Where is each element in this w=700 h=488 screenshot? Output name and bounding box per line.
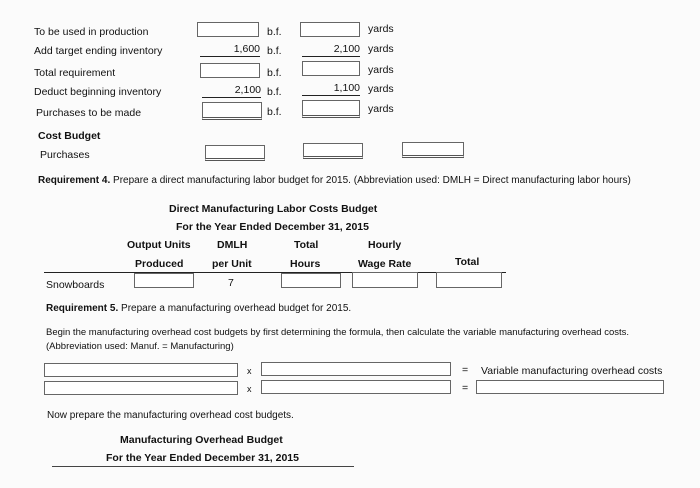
formula-row2-result-input[interactable]	[476, 380, 664, 394]
variable-overhead-label: Variable manufacturing overhead costs	[481, 365, 663, 377]
requirement-4-text	[38, 175, 631, 186]
yards-unit: yards	[368, 103, 394, 115]
col-output-units-top: Output Units	[127, 239, 191, 251]
col-dmlh-bottom: per Unit	[212, 258, 252, 270]
now-prepare-text: Now prepare the manufacturing overhead cost budgets.	[47, 410, 294, 421]
requirement-4-heading: Requirement 4.	[38, 175, 111, 186]
col-wage-rate-top: Hourly	[368, 239, 402, 251]
row-label-used-in-production: To be used in production	[34, 26, 149, 38]
purchases-cost-total-input[interactable]	[402, 142, 464, 158]
col-dmlh-top: DMLH	[217, 239, 248, 251]
row-label-total-requirement: Total requirement	[34, 67, 116, 79]
formula-row1-left-input[interactable]	[44, 363, 238, 377]
formula-row1-right-input[interactable]	[261, 362, 451, 376]
times-sign: x	[247, 384, 252, 394]
dmlh-per-unit-value: 7	[228, 277, 234, 289]
overhead-abbreviation: (Abbreviation used: Manuf. = Manufacturing)	[46, 341, 234, 352]
yards-used-input[interactable]	[300, 22, 360, 37]
row-label-target-ending: Add target ending inventory	[34, 45, 163, 57]
yards-purchases-input[interactable]	[302, 100, 360, 118]
formula-row2-right-input[interactable]	[261, 380, 451, 394]
purchases-cost-yards-input[interactable]	[303, 143, 363, 159]
times-sign: x	[247, 366, 252, 376]
requirement-5-text	[46, 303, 351, 314]
row-label-beginning-inventory: Deduct beginning inventory	[34, 86, 162, 98]
bf-total-requirement-input[interactable]	[200, 63, 260, 78]
purchases-cost-bf-input[interactable]	[205, 145, 265, 161]
bf-unit: b.f.	[267, 106, 282, 118]
overhead-header-rule	[52, 466, 354, 467]
yards-beginning-inventory-value: 1,100	[302, 82, 360, 96]
overhead-instruction: Begin the manufacturing overhead cost budgets by first determining the formula, then calculate the variable manufacturing overhead costs.	[46, 327, 630, 338]
equals-sign: =	[462, 382, 469, 394]
overhead-budget-title: Manufacturing Overhead Budget	[120, 434, 283, 446]
purchases-label: Purchases	[40, 149, 90, 161]
labor-total-input[interactable]	[436, 272, 502, 288]
bf-used-input[interactable]	[197, 22, 259, 37]
yards-unit: yards	[368, 43, 394, 55]
requirement-5-description: Prepare a manufacturing overhead budget for 2015.	[121, 303, 352, 314]
labor-budget-title: Direct Manufacturing Labor Costs Budget	[169, 203, 378, 215]
bf-beginning-inventory-value: 2,100	[202, 84, 261, 98]
row-label-snowboards: Snowboards	[46, 279, 105, 291]
col-output-units-bottom: Produced	[135, 258, 184, 270]
row-label-purchases-to-be-made: Purchases to be made	[36, 107, 142, 119]
bf-ending-inventory-value: 1,600	[200, 43, 260, 57]
col-total-hours-top: Total	[294, 239, 319, 251]
bf-unit: b.f.	[267, 26, 282, 38]
col-total-hours-bottom: Hours	[290, 258, 321, 270]
bf-purchases-input[interactable]	[202, 102, 262, 120]
yards-unit: yards	[368, 23, 394, 35]
yards-unit: yards	[368, 83, 394, 95]
wage-rate-input[interactable]	[352, 272, 418, 288]
yards-unit: yards	[368, 64, 394, 76]
total-hours-input[interactable]	[281, 273, 341, 288]
equals-sign: =	[462, 364, 469, 376]
overhead-budget-period: For the Year Ended December 31, 2015	[106, 452, 299, 464]
requirement-4-description: Prepare a direct manufacturing labor budget for 2015. (Abbreviation used: DMLH = Direct manufacturing labor hours)	[113, 175, 631, 186]
col-wage-rate-bottom: Wage Rate	[358, 258, 412, 270]
col-total: Total	[455, 256, 480, 268]
bf-unit: b.f.	[267, 45, 282, 57]
output-units-input[interactable]	[134, 273, 194, 288]
yards-ending-inventory-value: 2,100	[302, 43, 360, 57]
bf-unit: b.f.	[267, 86, 282, 98]
yards-total-requirement-input[interactable]	[302, 61, 360, 76]
labor-budget-period: For the Year Ended December 31, 2015	[176, 221, 369, 233]
requirement-5-heading: Requirement 5.	[46, 303, 119, 314]
cost-budget-title: Cost Budget	[38, 130, 101, 142]
formula-row2-left-input[interactable]	[44, 381, 238, 395]
bf-unit: b.f.	[267, 67, 282, 79]
